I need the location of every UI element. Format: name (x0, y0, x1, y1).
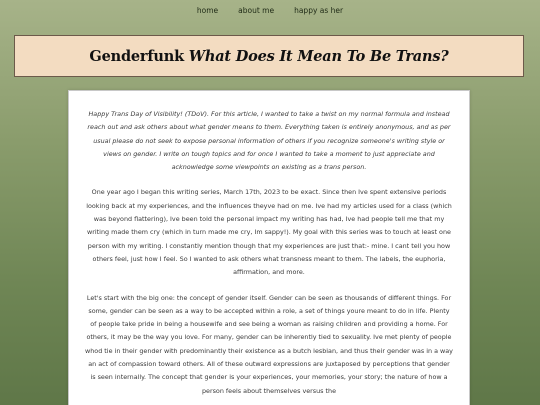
article-paragraph: Let's start with the big one: the concept of gender itself. Gender can be seen as thousands of different things. For some, gender can be seen as a way to be accepted within a role, a set of things youre meant to do in life. Plenty of people take pride in being a housewife and see being a woman as raising children and providing a home. For others, it may be the way you love. For many, gender can be inherently tied to sexuality. Ive met plenty of people whod tie in their gender with predominantly their existence as a butch lesbian, and thus their gender was in a way an act of compassion toward others. All of these outward expressions are juxtaposed by perceptions that gender is seen internally. The concept that gender is your experiences, your memories, your story; the nature of how a person feels about themselves versus the (85, 293, 453, 395)
page-title-banner (14, 35, 524, 77)
article-paragraph: One year ago I began this writing series, March 17th, 2023 to be exact. Since then Ive spent extensive periods looking back at my experiences, and the influences theyve had on me. Ive had my articles used for a class (which was beyond flattering), Ive been told the personal impact my writing has had, Ive had people tell me that my writing made them cry (which in turn made me cry, Im sappy!). My goal with this series was to touch at least one person with my writing. I constantly mention though that my experiences are just that:- mine. I cant tell you how others feel, just how I feel. So I wanted to ask others what transness meant to them. The labels, the euphoria, affirmation, and more. (86, 188, 452, 277)
nav-link-home[interactable]: home (196, 6, 219, 15)
article-intro-paragraph: Happy Trans Day of Visibility! (TDoV). For this article, I wanted to take a twist on my normal formula and instead reach out and ask others about what gender means to them. Everything taken is entirely anonymous, and as per usual please do not seek to expose personal information of others if you recognize someone's writing style or views on gender. I write on tough topics and for once I wanted to take a moment to just appreciate and acknowledge some viewpoints on existing as a trans person. (87, 110, 451, 172)
nav-link-about-me[interactable]: about me (238, 6, 275, 15)
page-title (89, 48, 448, 65)
top-navigation (0, 6, 540, 15)
page-title-emphasis: What Does It Mean To Be Trans? (188, 47, 449, 65)
page-title-lead: Genderfunk (89, 47, 184, 65)
nav-link-happy-as-her[interactable]: happy as her (294, 6, 344, 15)
article-body (68, 90, 470, 405)
